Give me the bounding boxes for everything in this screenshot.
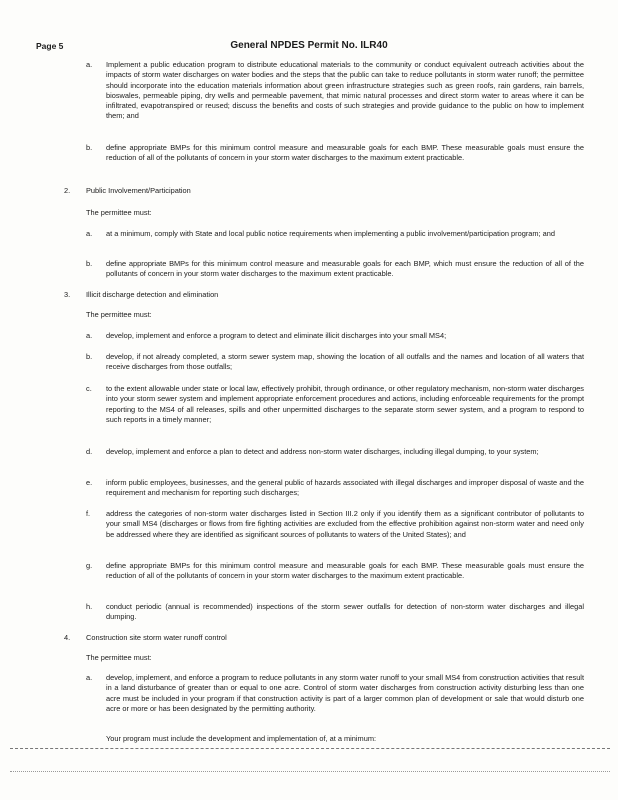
list-item-text: to the extent allowable under state or local law, effectively prohibit, through ordinance, or other regulatory mechanism, non-storm water discharges into your storm sewer system and implement appropriate enforcement procedures and actions, including enforceable requirements for the prompt reporting to the MS4 of all releases, spills and other unpermitted discharges to the separate storm sewer system, and a program to respond to such reports in a timely manner; xyxy=(106,384,584,424)
list-item-text: conduct periodic (annual is recommended) inspections of the storm sewer outfalls for detection of non-storm water discharges and illegal dumping. xyxy=(106,602,584,622)
list-item-label: a. xyxy=(86,331,93,340)
page-title: General NPDES Permit No. ILR40 xyxy=(230,40,388,51)
list-item-label: b. xyxy=(86,352,93,361)
page-number: Page 5 xyxy=(36,41,64,51)
list-item-text: develop, if not already completed, a storm sewer system map, showing the location of all outfalls and the names and location of all waters that receive discharges from those outfalls; xyxy=(106,352,584,372)
section-intro: The permittee must: xyxy=(86,208,152,217)
section-number: 4. xyxy=(64,633,71,642)
list-item-text: define appropriate BMPs for this minimum control measure and measurable goals for each BMP. These measurable goals must ensure the reduction of all of the pollutants of concern in your storm water discharges to the maximum extent practicable. xyxy=(106,561,584,581)
list-item-label: a. xyxy=(86,673,93,682)
list-item-label: a. xyxy=(86,60,93,69)
list-item-text: inform public employees, businesses, and the general public of hazards associated with illegal discharges and improper disposal of waste and the requirement and mechanism for reporting such discharges; xyxy=(106,478,584,498)
list-item-label: a. xyxy=(86,229,93,238)
list-item-label: f. xyxy=(86,509,91,518)
list-item-label: d. xyxy=(86,447,93,456)
list-item-text: Implement a public education program to distribute educational materials to the community or conduct equivalent outreach activities about the impacts of storm water discharges on water bodies and the steps that the public can take to reduce pollutants in storm water runoff; the permittee should incorporate into the education materials information about green infrastructure strategies such as green roofs, rain gardens, rain barrels, bioswales, permeable piping, dry wells and permeable pavement, that mimic natural processes and direct storm water to areas where it can be infiltrated, evapotranspired or reused; discuss the benefits and costs of such strategies and provide guidance to the public on how to implement them; and xyxy=(106,60,584,121)
scan-artifact-line xyxy=(10,748,610,749)
section-intro: The permittee must: xyxy=(86,653,152,662)
list-item-text: define appropriate BMPs for this minimum control measure and measurable goals for each BMP. These measurable goals must ensure the reduction of all of the pollutants of concern in your storm water discharges to the maximum extent practicable. xyxy=(106,143,584,163)
section-number: 3. xyxy=(64,290,71,299)
list-item-text: develop, implement and enforce a program to detect and eliminate illicit discharges into your small MS4; xyxy=(106,331,447,340)
list-item-label: e. xyxy=(86,478,93,487)
section-heading: Construction site storm water runoff control xyxy=(86,633,227,642)
list-item-label: b. xyxy=(86,143,93,152)
list-item-text: address the categories of non-storm water discharges listed in Section III.2 only if you identify them as a significant contributor of pollutants to your small MS4 (discharges or flows from fire fighting activities are excluded from the effective prohibition against non-storm water and need only be addressed where they are identified as significant sources of pollutants to waters of the United States); and xyxy=(106,509,584,539)
list-item-text: define appropriate BMPs for this minimum control measure and measurable goals for each BMP, which must ensure the reduction of all of the pollutants of concern in your storm water discharges to the maximum extent practicable. xyxy=(106,259,584,279)
list-item-label: g. xyxy=(86,561,93,570)
list-item-text: at a minimum, comply with State and local public notice requirements when implementing a public involvement/participation program; and xyxy=(106,229,555,238)
list-item-label: h. xyxy=(86,602,93,611)
list-item-label: b. xyxy=(86,259,93,268)
scan-artifact-dots xyxy=(10,771,610,772)
section-heading: Public Involvement/Participation xyxy=(86,186,191,195)
list-item-label: c. xyxy=(86,384,92,393)
list-item-text: develop, implement and enforce a plan to detect and address non-storm water discharges, including illegal dumping, to your system; xyxy=(106,447,539,456)
section-trailing-text: Your program must include the development and implementation of, at a minimum: xyxy=(106,734,377,743)
section-intro: The permittee must: xyxy=(86,310,152,319)
list-item-text: develop, implement, and enforce a program to reduce pollutants in any storm water runoff to your small MS4 from construction activities that result in a land disturbance of greater than or equal to one acre. Control of storm water discharges from construction activity disturbing less than one acre must be included in your program if that construction activity is part of a larger common plan of development or sale that would disturb one acre or more or has been designated by the permitting authority. xyxy=(106,673,584,713)
section-number: 2. xyxy=(64,186,71,195)
section-heading: Illicit discharge detection and elimination xyxy=(86,290,219,299)
